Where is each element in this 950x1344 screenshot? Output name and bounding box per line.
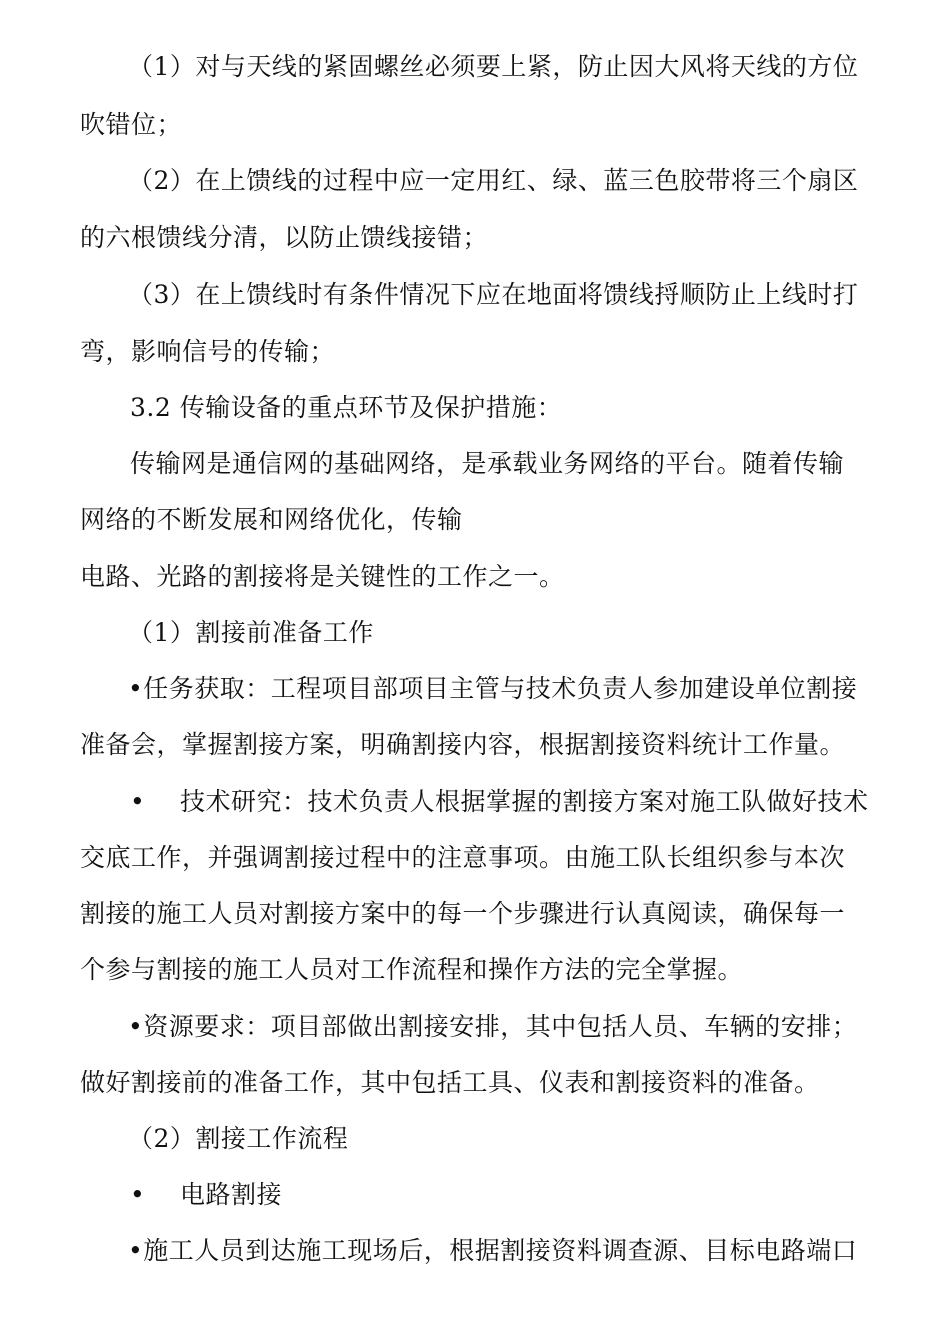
text-line: 做好割接前的准备工作，其中包括工具、仪表和割接资料的准备。 — [80, 1068, 820, 1097]
text-line: •施工人员到达施工现场后，根据割接资料调查源、目标电路端口 — [128, 1236, 858, 1265]
text-line: 准备会，掌握割接方案，明确割接内容，根据割接资料统计工作量。 — [80, 730, 846, 759]
section-heading: 3.2 传输设备的重点环节及保护措施： — [130, 393, 563, 422]
text-line: 技术研究：技术负责人根据掌握的割接方案对施工队做好技术 — [180, 787, 869, 816]
bullet-mark: • — [130, 787, 145, 816]
text-line: 电路割接 — [180, 1180, 283, 1209]
text-line: •任务获取：工程项目部项目主管与技术负责人参加建设单位割接 — [128, 674, 858, 703]
text-line: （3）在上馈线时有条件情况下应在地面将馈线捋顺防止上线时打 — [128, 280, 859, 309]
text-line: （2）在上馈线的过程中应一定用红、绿、蓝三色胶带将三个扇区 — [128, 166, 859, 195]
text-line: 割接的施工人员对割接方案中的每一个步骤进行认真阅读，确保每一 — [80, 899, 846, 928]
text-line: •资源要求：项目部做出割接安排，其中包括人员、车辆的安排； — [128, 1012, 858, 1041]
text-line: 传输网是通信网的基础网络，是承载业务网络的平台。随着传输 — [130, 449, 845, 478]
text-line: 电路、光路的割接将是关键性的工作之一。 — [80, 562, 565, 591]
text-line: 吹错位； — [80, 110, 183, 139]
text-line: 的六根馈线分清，以防止馈线接错； — [80, 223, 489, 252]
text-line: 个参与割接的施工人员对工作流程和操作方法的完全掌握。 — [80, 955, 744, 984]
text-line: 交底工作，并强调割接过程中的注意事项。由施工队长组织参与本次 — [80, 843, 846, 872]
subsection-heading: （1）割接前准备工作 — [128, 618, 374, 647]
bullet-mark: • — [130, 1180, 145, 1209]
subsection-heading: （2）割接工作流程 — [128, 1124, 349, 1153]
text-line: 网络的不断发展和网络优化，传输 — [80, 505, 463, 534]
text-line: （1）对与天线的紧固螺丝必须要上紧，防止因大风将天线的方位 — [128, 52, 859, 81]
text-line: 弯，影响信号的传输； — [80, 337, 336, 366]
